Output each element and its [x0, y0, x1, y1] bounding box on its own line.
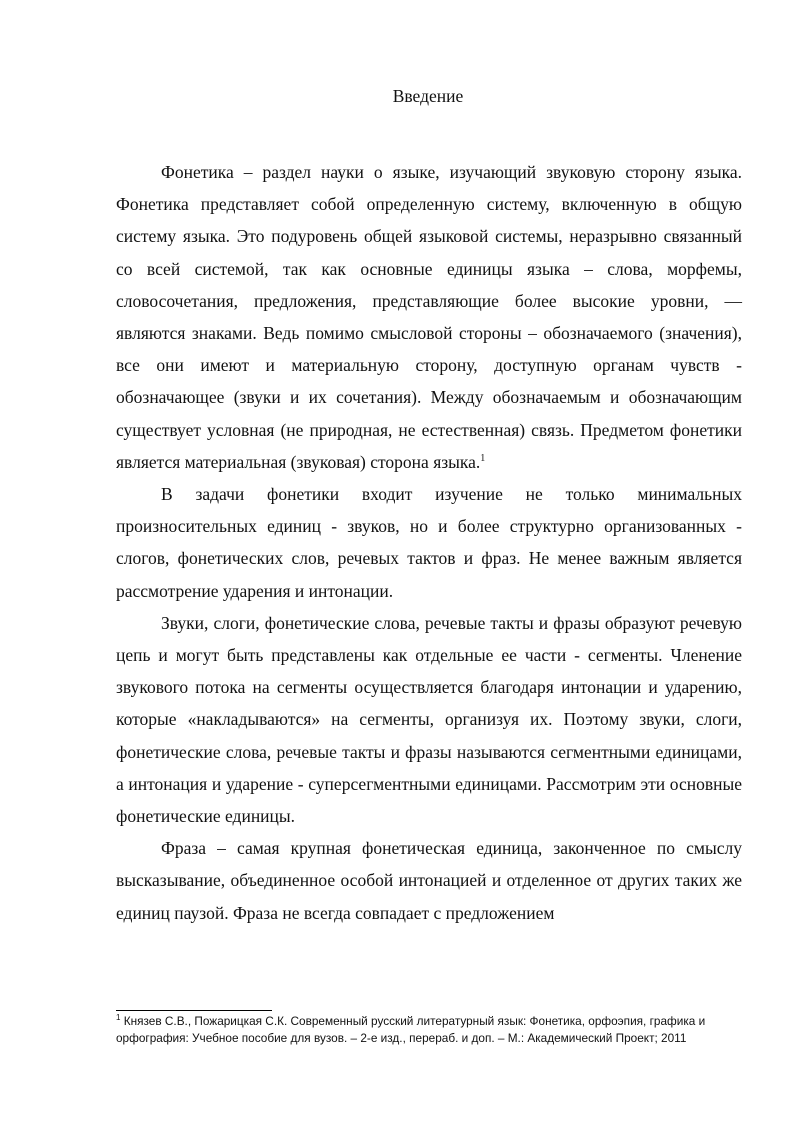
footnote-marker: 1 [116, 1013, 121, 1023]
paragraph-2: В задачи фонетики входит изучение не только минимальных произносительных единиц - звуков, но и более структурно организованных - слогов, фонетических слов, речевых тактов и фраз. Не менее важным является рассмотрение ударения и интонации. [116, 484, 742, 601]
paragraph-4: Фраза – самая крупная фонетическая единица, законченное по смыслу высказывание, объединенное особой интонацией и отделенное от других таких же единиц паузой. Фраза не всегда совпадает с предложением [116, 838, 742, 923]
footnote-separator [116, 1010, 272, 1011]
paragraph-text: Фонетика – раздел науки о языке, изучающий звуковую сторону языка. Фонетика представляет собой определенную систему, включенную в общую систему языка. Это подуровень общей языковой системы, неразрывно связанный со всей системой, так как основные единицы языка – слова, морфемы, словосочетания, предложения, представляющие более высокие уровни, — являются знаками. Ведь помимо смысловой стороны – обозначаемого (значения), все они имеют и материальную сторону, доступную органам чувств - обозначающее (звуки и их сочетания). Между обозначаемым и обозначающим существует условная (не природная, не естественная) связь. Предметом фонетики является материальная (звуковая) сторона языка. [116, 162, 742, 472]
footnote-reference[interactable]: 1 [480, 453, 486, 464]
page-title: Введение [392, 86, 464, 106]
body-text [116, 156, 742, 929]
footnote-text: Князев С.В., Пожарицкая С.К. Современный русский литературный язык: Фонетика, орфоэпия, графика и орфография: Учебное пособие для вузов. – 2-е изд., перераб. и доп. – М.: Академический Проект; 2011 [116, 1014, 706, 1045]
footnote [116, 1013, 746, 1047]
paragraph-3: Звуки, слоги, фонетические слова, речевые такты и фразы образуют речевую цепь и могут быть представлены как отдельные ее части - сегменты. Членение звукового потока на сегменты осуществляется благодаря интонации и ударению, которые «накладываются» на сегменты, организуя их. Поэтому звуки, слоги, фонетические слова, речевые такты и фразы называются сегментными единицами, а интонация и ударение - суперсегментными единицами. Рассмотрим эти основные фонетические единицы. [116, 612, 742, 827]
paragraph-1 [116, 156, 742, 478]
